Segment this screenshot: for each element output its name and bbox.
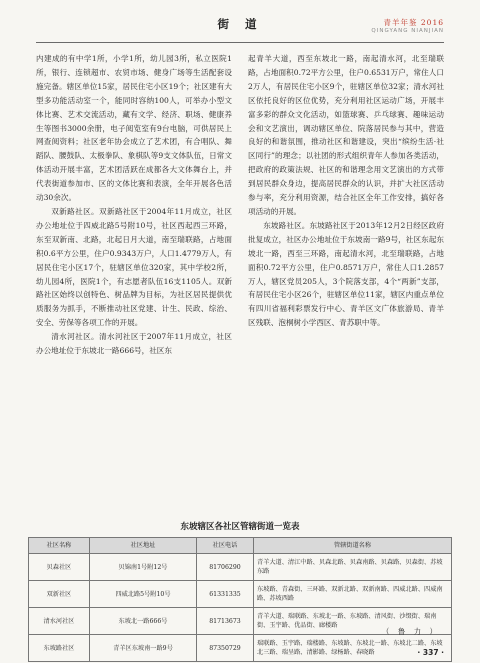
table-title: 东坡辖区各社区管辖街道一览表 [180,522,300,532]
right-text-column [248,52,444,330]
column-header: 管辖街道名称 [254,538,452,554]
page-number: · 337 · [417,648,444,657]
table-row [29,635,452,662]
yearbook-pinyin: QINGYANG NIANJIAN [371,28,444,34]
table-row [29,554,452,581]
community-streets: 瑞联路、玉宇路、瑞楼路、东坡路、东坡北一路、东坡北二路、东坡北三路、瑞呈路、清影路、绿杨路、春晓路 [254,635,452,662]
table-header-row [29,538,452,554]
paragraph: 起青羊大道，西至东坡北一路，南起清水河，北至瑞联路，占地面积0.72平方公里，住户0.6531万户，常住人口2万人，有居民住宅小区9个，驻辖区单位32家；清水河社区依托良好的区位优势，充分利用社区运动广场，开展丰富多彩的群众文化活动，如篮球赛、乒乓球赛、趣味运动会和文艺演出，调动辖区单位、院落居民参与其中，营造良好的和谐氛围，推动社区和谐建设，突出“缤纷生活·社区同行”的理念；以社团的形式组织青年人参加各类活动，把政府的政策法规、社区的和谐理念用文艺演出的方式带到居民群众身边，提高居民群众的认识，并扩大社区活动参与率，充分利用资源，结合社区全年工作安排，搞好各项活动的开展。 [248,54,444,216]
page-header [36,14,444,42]
table-row [29,581,452,608]
column-header: 社区地址 [90,538,197,554]
yearbook-title: 青羊年鉴 2016 [383,18,444,27]
column-header: 社区名称 [29,538,90,554]
community-phone: 81706290 [197,554,254,581]
section-title: 街 道 [217,17,263,31]
column-header: 社区电话 [197,538,254,554]
left-text-column [36,52,232,358]
community-streets: 青羊大道、瑞联路、东坡北一路、东坡路、清风街、沙缀街、瑞南街、玉宇路、优品街、廊楼路 [254,608,452,635]
community-address: 贝锦南1号附12号 [90,554,197,581]
community-address: 四威北路5号附10号 [90,581,197,608]
community-streets: 东坡路、青森街、三环路、双新北路、双新南路、四威北路、四威南路、苏坡西路 [254,581,452,608]
author-credit: （ 鲁 力 ） [381,627,440,636]
community-name: 贝森社区 [29,554,90,581]
community-address: 东坡北一路666号 [90,608,197,635]
community-streets-table [28,537,452,662]
community-name: 双新社区 [29,581,90,608]
community-streets: 青羊大道、清江中路、贝森北路、贝森南路、贝森路、贝森街、苏坡东路 [254,554,452,581]
community-name: 东坡路社区 [29,635,90,662]
community-address: 青羊区东坡南一路9号 [90,635,197,662]
community-phone: 81713673 [197,608,254,635]
community-phone: 61331335 [197,581,254,608]
paragraph: 内建成的有中学1所，小学1所，幼儿园3所，私立医院1所，银行、连锁超市、农贸市场、健身广场等生活配套设施完备。辖区单位15家，居民住宅小区19个；社区建有大型多功能活动室一个，能同时容纳100人，可举办小型文体比赛、艺术交流活动，藏有文学、经济、职场、健康养生等图书3000余册，电子阅览室有9台电脑，可供居民上网查阅资料；社区老年协会成立了艺术团，有合唱队、舞蹈队、腰鼓队、太极拳队、象棋队等9支文体队伍，日常文体活动开展丰富，艺术团活跃在成都各大文体舞台上，并代表街道参加市、区的文体比赛和表演，全年开展各色活动30余次。 [36,54,232,203]
paragraph: 清水河社区。清水河社区于2007年11月成立，社区办公地址位于东坡北一路666号，社区东 [36,332,232,356]
header-rule [36,42,444,43]
paragraph: 双新路社区。双新路社区于2004年11月成立，社区办公地址位于四威北路5号附10号，社区西起西三环路，东至双新南、北路，北起日月大道，南至瑞联路，占地面积0.6平方公里，住户0.9343万户，人口1.4779万人，有居民住宅小区17个，驻辖区单位320家，其中学校2所，幼儿园4所，医院1个，有志愿者队伍16支1105人。双新路社区始终以创特色、树品牌为目标，为社区居民提供优质服务为抓手，不断推动社区党建、计生、民政、综治、安全、劳保等各项工作的开展。 [36,206,232,328]
community-name: 清水河社区 [29,608,90,635]
paragraph: 东坡路社区。东坡路社区于2013年12月2日经区政府批复成立，社区办公地址位于东坡南一路9号，社区东起东坡北一路，西至三环路，南起清水河，北至瑞联路，占地面积0.72平方公里，住户0.8571万户，常住人口1.2857万人，辖区党员205人，3个院落支部，4个“两新”支部，有居民住宅小区26个，驻辖区单位11家，辖区内重点单位有四川省福利彩票发行中心、青羊区文广体旅游局、青羊区残联、泡桐树小学西区、青苏职中等。 [248,220,444,328]
community-phone: 87350729 [197,635,254,662]
